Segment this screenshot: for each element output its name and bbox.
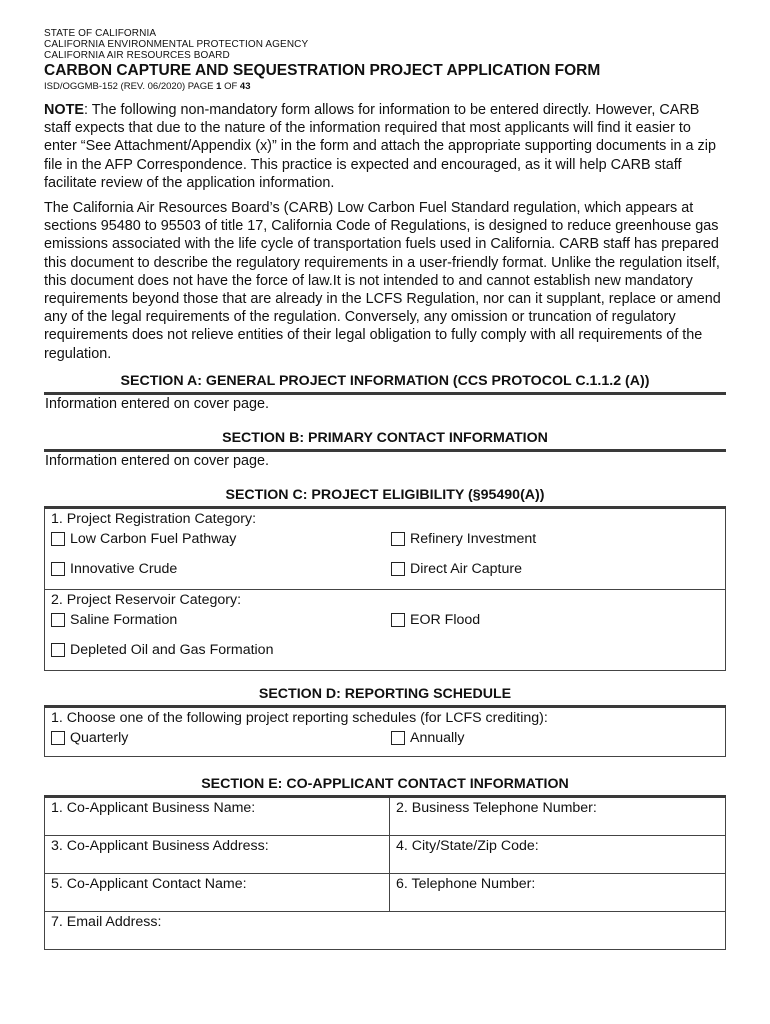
note-text: : The following non-mandatory form allows for information to be entered directly. However, CARB staff expects that due to the nature of the information required that most applicants will find it easier to enter “See Attachment/Appendix (x)” in the form and attach the appropriate supporting documents in a zip file in the AFP Correspondence. This practice is expected and encouraged, as it will help CARB staff facilitate review of the application information. xyxy=(44,102,716,191)
section-a xyxy=(44,372,726,413)
checkbox[interactable] xyxy=(391,532,405,546)
email-address-field[interactable]: 7. Email Address: xyxy=(45,911,726,949)
option-label: Refinery Investment xyxy=(410,530,537,547)
co-applicant-business-address-field[interactable]: 3. Co-Applicant Business Address: xyxy=(45,835,390,873)
section-d xyxy=(44,685,726,757)
checkbox[interactable] xyxy=(391,613,405,627)
form-header xyxy=(44,28,726,93)
quarterly-option[interactable] xyxy=(51,730,391,746)
checkbox[interactable] xyxy=(51,643,65,657)
form-title: CARBON CAPTURE AND SEQUESTRATION PROJECT APPLICATION FORM xyxy=(44,62,601,79)
section-c-title: SECTION C: PROJECT ELIGIBILITY (§95490(A)) xyxy=(44,486,726,509)
business-telephone-field[interactable]: 2. Business Telephone Number: xyxy=(390,798,726,836)
co-applicant-contact-name-field[interactable]: 5. Co-Applicant Contact Name: xyxy=(45,873,390,911)
option-row xyxy=(51,636,719,664)
intro-paragraph: The California Air Resources Board’s (CARB) Low Carbon Fuel Standard regulation, which appears at sections 95480 to 95503 of title 17, California Code of Regulations, is designed to reduce greenhouse gas emissions associated with the life cycle of transportation fuels used in California. CARB staff has prepared this document to describe the regulatory requirements in a user-friendly format. Unlike the regulation itself, this document does not have the force of law.It is not intended to and cannot establish new mandatory requirements beyond those that are already in the LCFS Regulation, nor can it supplant, replace or amend any of the legal requirements of the regulation. Conversely, any omission or truncation of regulatory requirements does not relieve entities of their legal obligation to fully comply with all requirements of the regulation. xyxy=(44,200,721,362)
form-number: ISD/OGGMB-152 (REV. 06/2020) PAGE xyxy=(44,81,214,92)
reporting-schedule-label: 1. Choose one of the following project reporting schedules (for LCFS crediting): xyxy=(51,709,548,726)
reservoir-category-label: 2. Project Reservoir Category: xyxy=(51,591,242,608)
note-paragraph xyxy=(44,101,726,192)
refinery-investment-option[interactable] xyxy=(391,531,536,547)
annually-option[interactable] xyxy=(391,730,464,746)
low-carbon-fuel-pathway-option[interactable] xyxy=(51,531,391,547)
option-row xyxy=(51,610,719,630)
direct-air-capture-option[interactable] xyxy=(391,561,522,577)
section-c-box xyxy=(44,509,726,671)
form-page xyxy=(44,28,726,950)
city-state-zip-field[interactable]: 4. City/State/Zip Code: xyxy=(390,835,726,873)
form-id xyxy=(44,80,726,93)
eor-flood-option[interactable] xyxy=(391,612,480,628)
option-row xyxy=(51,529,719,549)
section-d-box xyxy=(44,708,726,757)
page-current: 1 xyxy=(216,81,222,92)
co-applicant-business-name-field[interactable]: 1. Co-Applicant Business Name: xyxy=(45,798,390,836)
section-b-title: SECTION B: PRIMARY CONTACT INFORMATION xyxy=(44,429,726,452)
checkbox[interactable] xyxy=(51,562,65,576)
checkbox[interactable] xyxy=(391,731,405,745)
option-label: Depleted Oil and Gas Formation xyxy=(70,641,274,658)
option-label: EOR Flood xyxy=(410,611,481,628)
agency-line: CALIFORNIA AIR RESOURCES BOARD xyxy=(44,50,230,61)
reservoir-category-group xyxy=(45,590,725,670)
option-row xyxy=(51,728,719,748)
telephone-number-field[interactable]: 6. Telephone Number: xyxy=(390,873,726,911)
section-a-title: SECTION A: GENERAL PROJECT INFORMATION (CCS PROTOCOL C.1.1.2 (A)) xyxy=(44,372,726,395)
section-d-title: SECTION D: REPORTING SCHEDULE xyxy=(44,685,726,708)
option-row xyxy=(51,555,719,583)
checkbox[interactable] xyxy=(391,562,405,576)
section-e-title: SECTION E: CO-APPLICANT CONTACT INFORMATION xyxy=(44,775,726,798)
saline-formation-option[interactable] xyxy=(51,612,391,628)
option-label: Quarterly xyxy=(70,729,129,746)
option-label: Low Carbon Fuel Pathway xyxy=(70,530,237,547)
innovative-crude-option[interactable] xyxy=(51,561,391,577)
note-label: NOTE xyxy=(44,102,84,118)
section-b xyxy=(44,429,726,470)
depleted-oil-gas-option[interactable] xyxy=(51,642,391,658)
section-e xyxy=(44,775,726,950)
page-of: OF xyxy=(224,81,238,92)
option-label: Innovative Crude xyxy=(70,560,178,577)
option-label: Annually xyxy=(410,729,465,746)
agency-line: CALIFORNIA ENVIRONMENTAL PROTECTION AGENCY xyxy=(44,39,309,50)
registration-category-label: 1. Project Registration Category: xyxy=(51,510,257,527)
section-a-info: Information entered on cover page. xyxy=(45,395,269,412)
reporting-schedule-group xyxy=(45,708,725,756)
co-applicant-table xyxy=(44,798,726,950)
page-total: 43 xyxy=(239,81,251,92)
registration-category-group xyxy=(45,509,725,590)
agency-line: STATE OF CALIFORNIA xyxy=(44,28,157,39)
option-label: Saline Formation xyxy=(70,611,178,628)
checkbox[interactable] xyxy=(51,532,65,546)
option-label: Direct Air Capture xyxy=(410,560,522,577)
checkbox[interactable] xyxy=(51,731,65,745)
section-b-info: Information entered on cover page. xyxy=(45,452,269,469)
checkbox[interactable] xyxy=(51,613,65,627)
section-c xyxy=(44,486,726,671)
